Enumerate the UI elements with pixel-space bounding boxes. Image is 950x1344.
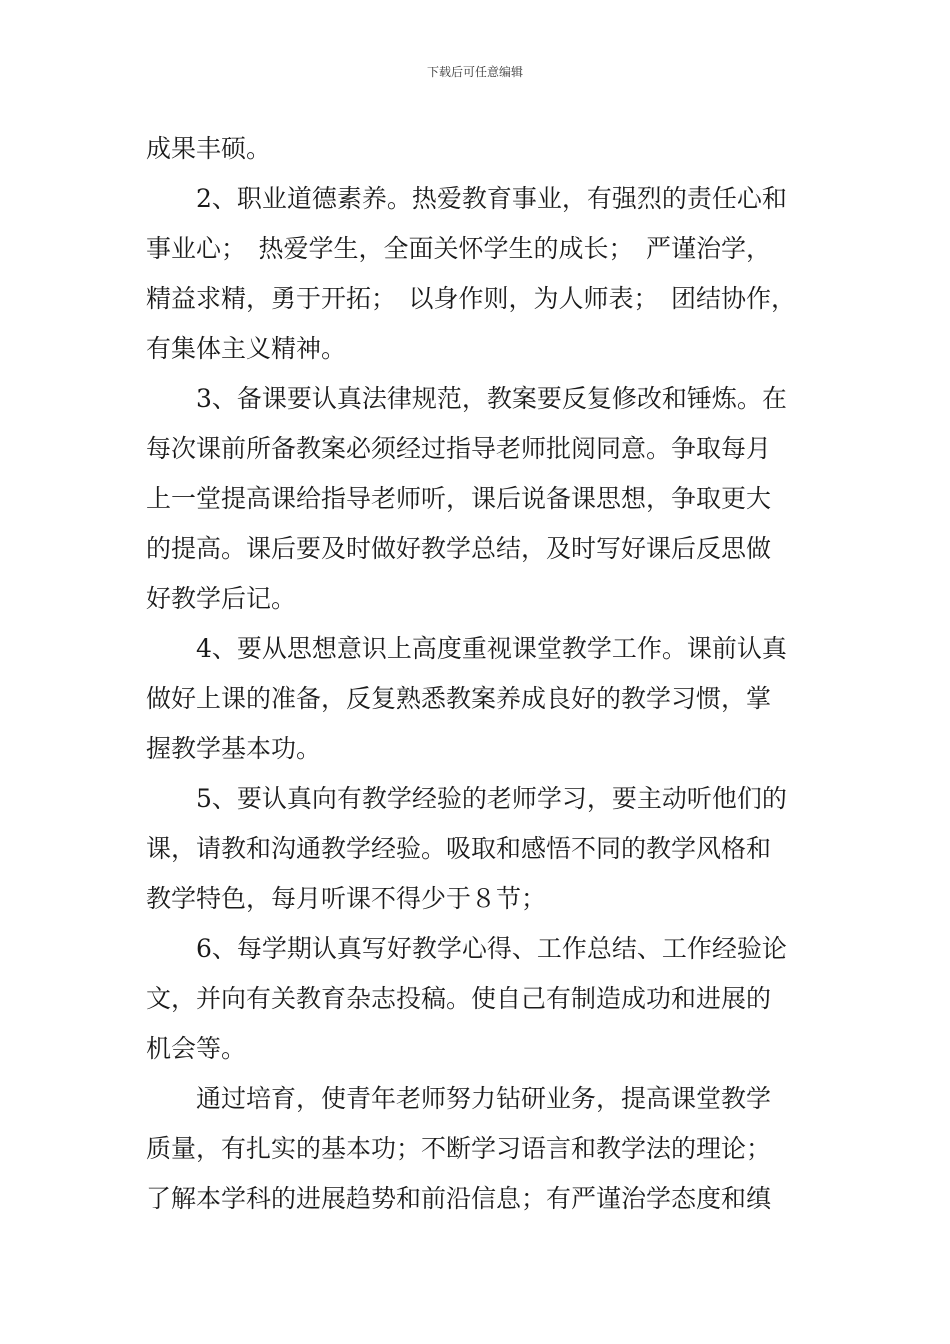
paragraph-7 <box>146 1074 812 1224</box>
paragraph-6 <box>146 924 812 1074</box>
paragraph-line: 有集体主义精神。 <box>146 334 347 363</box>
paragraph-line: 每次课前所备教案必须经过指导老师批阅同意。争取每月 <box>146 434 772 463</box>
paragraph-line: 握教学基本功。 <box>146 734 322 763</box>
paragraph-line: 成果丰硕。 <box>146 134 272 163</box>
paragraph-line: 5、要认真向有教学经验的老师学习，要主动听他们的 <box>196 784 787 813</box>
paragraph-line: 4、要从思想意识上高度重视课堂教学工作。课前认真 <box>196 634 787 663</box>
paragraph-line: 事业心； 热爱学生，全面关怀学生的成长； 严谨治学， <box>146 234 772 263</box>
paragraph-line: 上一堂提高课给指导老师听，课后说备课思想，争取更大 <box>146 484 772 513</box>
body-text <box>146 124 812 1224</box>
paragraph-2 <box>146 174 812 374</box>
paragraph-line: 了解本学科的进展趋势和前沿信息；有严谨治学态度和缜 <box>146 1184 772 1213</box>
paragraph-line: 课，请教和沟通教学经验。吸取和感悟不同的教学风格和 <box>146 834 772 863</box>
paragraph-line: 2、职业道德素养。热爱教育事业，有强烈的责任心和 <box>196 184 787 213</box>
paragraph-line: 机会等。 <box>146 1034 247 1063</box>
paragraph-line: 3、备课要认真法律规范，教案要反复修改和锤炼。在 <box>196 384 787 413</box>
paragraph-line: 质量，有扎实的基本功；不断学习语言和教学法的理论； <box>146 1134 772 1163</box>
header-note: 下载后可任意编辑 <box>426 65 523 79</box>
paragraph-line: 好教学后记。 <box>146 584 297 613</box>
paragraph-5 <box>146 774 812 924</box>
paragraph-1 <box>146 124 812 174</box>
paragraph-line: 做好上课的准备，反复熟悉教案养成良好的教学习惯，掌 <box>146 684 772 713</box>
paragraph-line: 通过培育，使青年老师努力钻研业务，提高课堂教学 <box>196 1084 772 1113</box>
paragraph-line: 文，并向有关教育杂志投稿。使自己有制造成功和进展的 <box>146 984 772 1013</box>
paragraph-line: 的提高。课后要及时做好教学总结，及时写好课后反思做 <box>146 534 772 563</box>
paragraph-4 <box>146 624 812 774</box>
paragraph-line: 教学特色，每月听课不得少于８节； <box>146 884 547 913</box>
paragraph-line: 6、每学期认真写好教学心得、工作总结、工作经验论 <box>196 934 787 963</box>
paragraph-line: 精益求精，勇于开拓； 以身作则，为人师表； 团结协作， <box>146 284 797 313</box>
paragraph-3 <box>146 374 812 624</box>
